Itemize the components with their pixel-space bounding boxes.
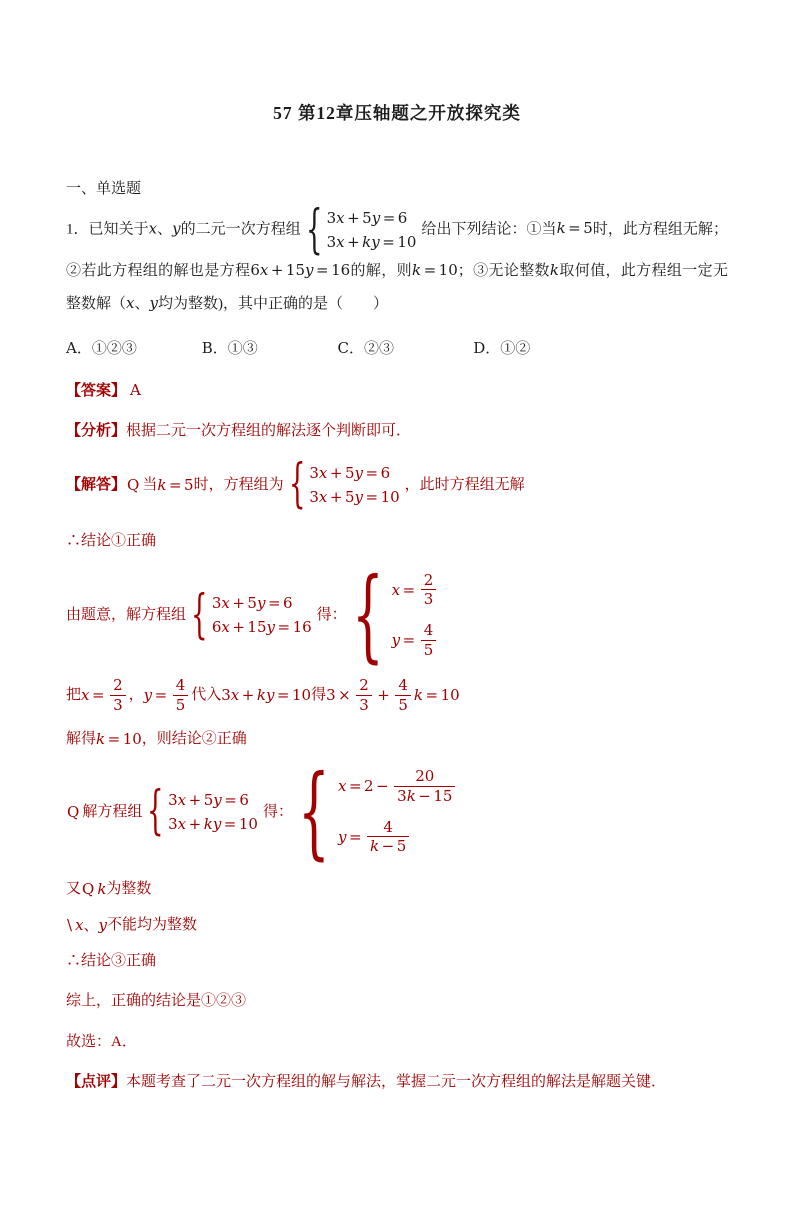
solution-y-row [392,621,440,660]
text-run: 1．已知关于 [66,221,149,238]
solution-line-7 [66,877,728,901]
answer-tag: 【答案】 [66,382,127,399]
because-symbol: Q [127,475,140,494]
solution-line-8 [66,913,728,937]
fraction: $\frac{4}{5}$ [395,676,411,715]
text-run: ；③无论整数 [457,263,550,279]
solution-line-11: 故选：A． [66,1033,137,1050]
equation: 3x + 5y = 6 [168,790,249,809]
math-run: x、y [126,294,158,313]
option-b: B．①③ [201,338,258,357]
equation: 3x + 5y = 6 [309,463,391,482]
fraction: $\frac{2}{3}$ [356,676,372,715]
text-run: 均为整数)，其中正确的是（ ） [157,296,388,313]
left-brace-icon: { [288,454,306,515]
equation-system [305,199,417,260]
because-symbol: Q [67,802,80,821]
math-run: 6x + 15y = 16 [250,261,351,279]
solution-line-9: ∴结论③正确 [66,952,157,969]
math-run: k [549,261,560,279]
analysis-line [66,419,728,445]
therefore-symbol: \ [67,915,73,934]
answer-value: A [130,380,141,399]
fraction: $\frac{4}{5}$ [173,676,189,715]
text-run: 当 [142,476,158,493]
equation-system [288,454,400,515]
fraction: $\frac{4}{5}$ [421,621,437,660]
plus-operator: + [377,686,390,705]
math-run: k = 5 [556,219,593,238]
text-run: 把 [66,687,82,704]
fraction: $\frac{20}{3k - 15}$ [394,767,455,806]
solution-x-row [338,767,458,806]
solution-line-4 [66,676,728,715]
answer-line [66,378,728,405]
equation-system [191,584,312,645]
math-run: k = 10 [413,686,460,705]
question-paragraph [66,199,728,321]
analysis-tag: 【分析】 [66,423,127,439]
math-run: 3 × [326,686,351,705]
math-run: 3x + ky = 10 [221,686,312,705]
solution-line-3 [66,556,728,673]
equation: 3x + 5y = 6 [326,209,408,227]
math-run: x、y [148,219,181,238]
math-run: x = [391,580,416,599]
math-run: x = 2 − [337,777,389,796]
solution-line-1 [66,454,728,515]
text-run: 的二元一次方程组 [180,221,301,238]
text-run: ，此时方程组无解 [404,476,525,493]
text-run: 由题意，解方程组 [66,607,187,623]
fraction: $\frac{2}{3}$ [110,676,126,715]
math-run: y = [337,827,362,846]
solution-line-10: 综上，正确的结论是①②③ [66,993,247,1009]
text-run: 代入 [191,687,222,704]
text-run: 不能均为整数 [107,916,198,933]
section-heading: 一、单选题 [66,181,142,197]
text-run: 解得 [66,730,97,747]
fraction: $\frac{2}{3}$ [421,571,437,610]
equation: 3x + 5y = 6 [211,594,293,612]
solution-system [297,752,458,870]
equation: 3x + ky = 10 [168,814,258,833]
left-brace-icon: { [147,781,164,842]
solution-tag: 【解答】 [66,476,127,493]
option-c: C．②③ [337,338,394,357]
options-row [66,337,728,358]
doc-title: 57 第12章压轴题之开放探究类 [273,103,521,123]
text-run: ，则结论②正确 [141,730,247,747]
left-brace-icon: { [191,584,208,645]
comment-line [66,1070,728,1096]
solution-line-5 [66,727,728,751]
solution-y-row [338,818,412,857]
text-run: 时，此方程组无解；②若此方程组的解也是方程 [66,221,728,279]
math-run: x = [81,686,105,705]
text-run: 得： [316,607,347,623]
math-run: k = 10 [96,729,142,748]
option-a: A．①②③ [66,338,137,357]
solution-line-6 [66,752,728,870]
solution-line-2: ∴结论①正确 [66,532,157,549]
text-run: ， [128,687,144,704]
because-symbol: Q [82,879,95,898]
math-run: y = [143,686,168,705]
equation: 6x + 15y = 16 [211,618,312,636]
left-brace-icon: { [305,199,323,260]
left-brace-icon: { [297,752,330,870]
text-run: 又 [66,880,82,897]
equation: 3x + 5y = 10 [309,487,400,506]
math-run: y = [391,631,416,650]
comment-tag: 【点评】 [66,1074,127,1090]
text-run: 为整数 [106,880,152,897]
equation-system [147,781,258,842]
solution-x-row [392,571,440,610]
math-run: k = 5 [157,475,194,494]
math-run: x、y [75,915,108,934]
left-brace-icon: { [351,556,384,673]
solution-system [351,556,440,673]
option-d: D．①② [473,338,531,357]
text-run: 得： [262,803,293,820]
text-run: 给出下列结论：①当 [421,221,557,238]
text-run: 时，方程组为 [193,476,284,493]
text-run: 得 [311,687,327,704]
equation: 3x + ky = 10 [326,233,417,251]
math-run: k = 10 [411,261,458,279]
comment-text: 本题考查了二元一次方程组的解与解法，掌握二元一次方程组的解法是解题关键． [126,1074,667,1090]
text-run: 的解，则 [350,263,412,279]
math-run: k [97,879,107,898]
text-run: 解方程组 [82,803,143,820]
document-page [0,100,794,1096]
text-run: 取何值，此方程组一定无整数解（ [66,263,728,313]
fraction: $\frac{4}{k - 5}$ [367,818,409,857]
analysis-text: 根据二元一次方程组的解法逐个判断即可． [126,423,412,439]
